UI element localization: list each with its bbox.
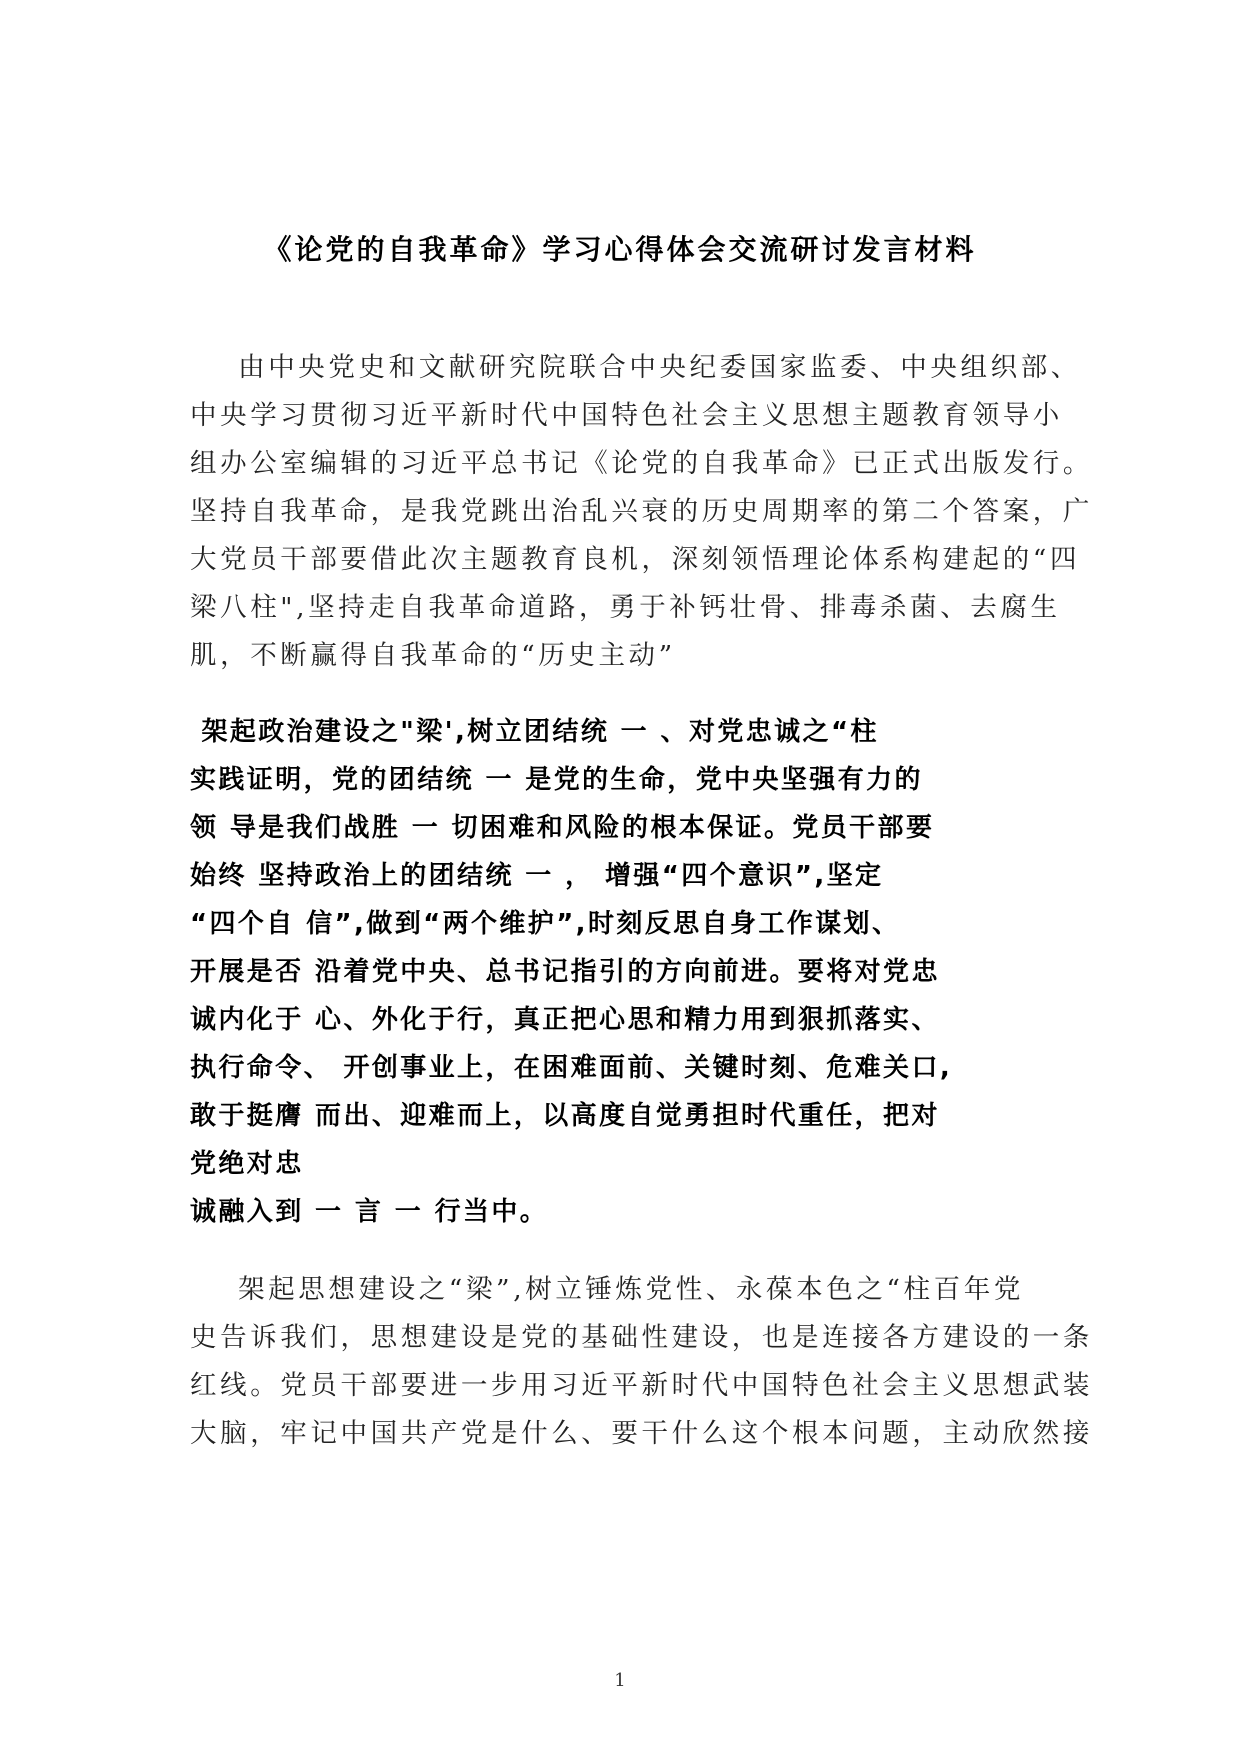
paragraph-line: 党绝对忠 <box>190 1149 304 1179</box>
paragraph-line: 领 导是我们战胜 一 切困难和风险的根本保证。党员干部要 <box>190 813 935 843</box>
paragraph-line: 中央学习贯彻习近平新时代中国特色社会主义思想主题教育领导小 <box>190 400 1063 431</box>
paragraph-line: 执行命令、 开创事业上，在困难面前、关键时刻、危难关口, <box>190 1053 953 1083</box>
paragraph-line: 梁八柱",坚持走自我革命道路，勇于补钙壮骨、排毒杀菌、去腐生 <box>190 592 1061 623</box>
document-title: 《论党的自我革命》学习心得体会交流研讨发言材料 <box>263 233 977 266</box>
paragraph-political-construction <box>190 708 1060 1236</box>
paragraph-line: 开展是否 沿着党中央、总书记指引的方向前进。要将对党忠 <box>190 957 940 987</box>
paragraph-line: 史告诉我们，思想建设是党的基础性建设，也是连接各方建设的一条 <box>190 1322 1093 1353</box>
paragraph-line: 诚融入到 一 言 一 行当中。 <box>190 1197 549 1227</box>
paragraph-line: 肌，不断赢得自我革命的“历史主动” <box>190 640 676 671</box>
paragraph-line: 红线。党员干部要进一步用习近平新时代中国特色社会主义思想武装 <box>190 1370 1093 1401</box>
paragraph-line: 架起政治建设之"梁',树立团结统 一 、对党忠诚之“柱 <box>190 717 879 747</box>
paragraph-ideological-construction <box>190 1266 1093 1458</box>
paragraph-line: 诚内化于 心、外化于行，真正把心思和精力用到狠抓落实、 <box>190 1005 940 1035</box>
paragraph-line: 大党员干部要借此次主题教育良机，深刻领悟理论体系构建起的“四 <box>190 544 1081 575</box>
paragraph-line: 始终 坚持政治上的团结统 一 ， 增强“四个意识”,坚定 <box>190 861 884 891</box>
paragraph-line: “四个自 信”,做到“两个维护”,时刻反思自身工作谋划、 <box>190 909 901 939</box>
paragraph-line: 敢于挺膺 而出、迎难而上，以高度自觉勇担时代重任，把对 <box>190 1101 940 1131</box>
paragraph-line: 组办公室编辑的习近平总书记《论党的自我革命》已正式出版发行。 <box>190 448 1093 479</box>
paragraph-line: 大脑，牢记中国共产党是什么、要干什么这个根本问题，主动欣然接 <box>190 1418 1093 1449</box>
paragraph-line: 由中央党史和文献研究院联合中央纪委国家监委、中央组织部、 <box>190 352 1081 383</box>
paragraph-line: 实践证明，党的团结统 一 是党的生命，党中央坚强有力的 <box>190 765 923 795</box>
paragraph-intro <box>190 344 1093 680</box>
paragraph-line: 架起思想建设之“梁”,树立锤炼党性、永葆本色之“柱百年党 <box>190 1274 1024 1305</box>
paragraph-line: 坚持自我革命，是我党跳出治乱兴衰的历史周期率的第二个答案，广 <box>190 496 1093 527</box>
page-number: 1 <box>614 1670 626 1691</box>
